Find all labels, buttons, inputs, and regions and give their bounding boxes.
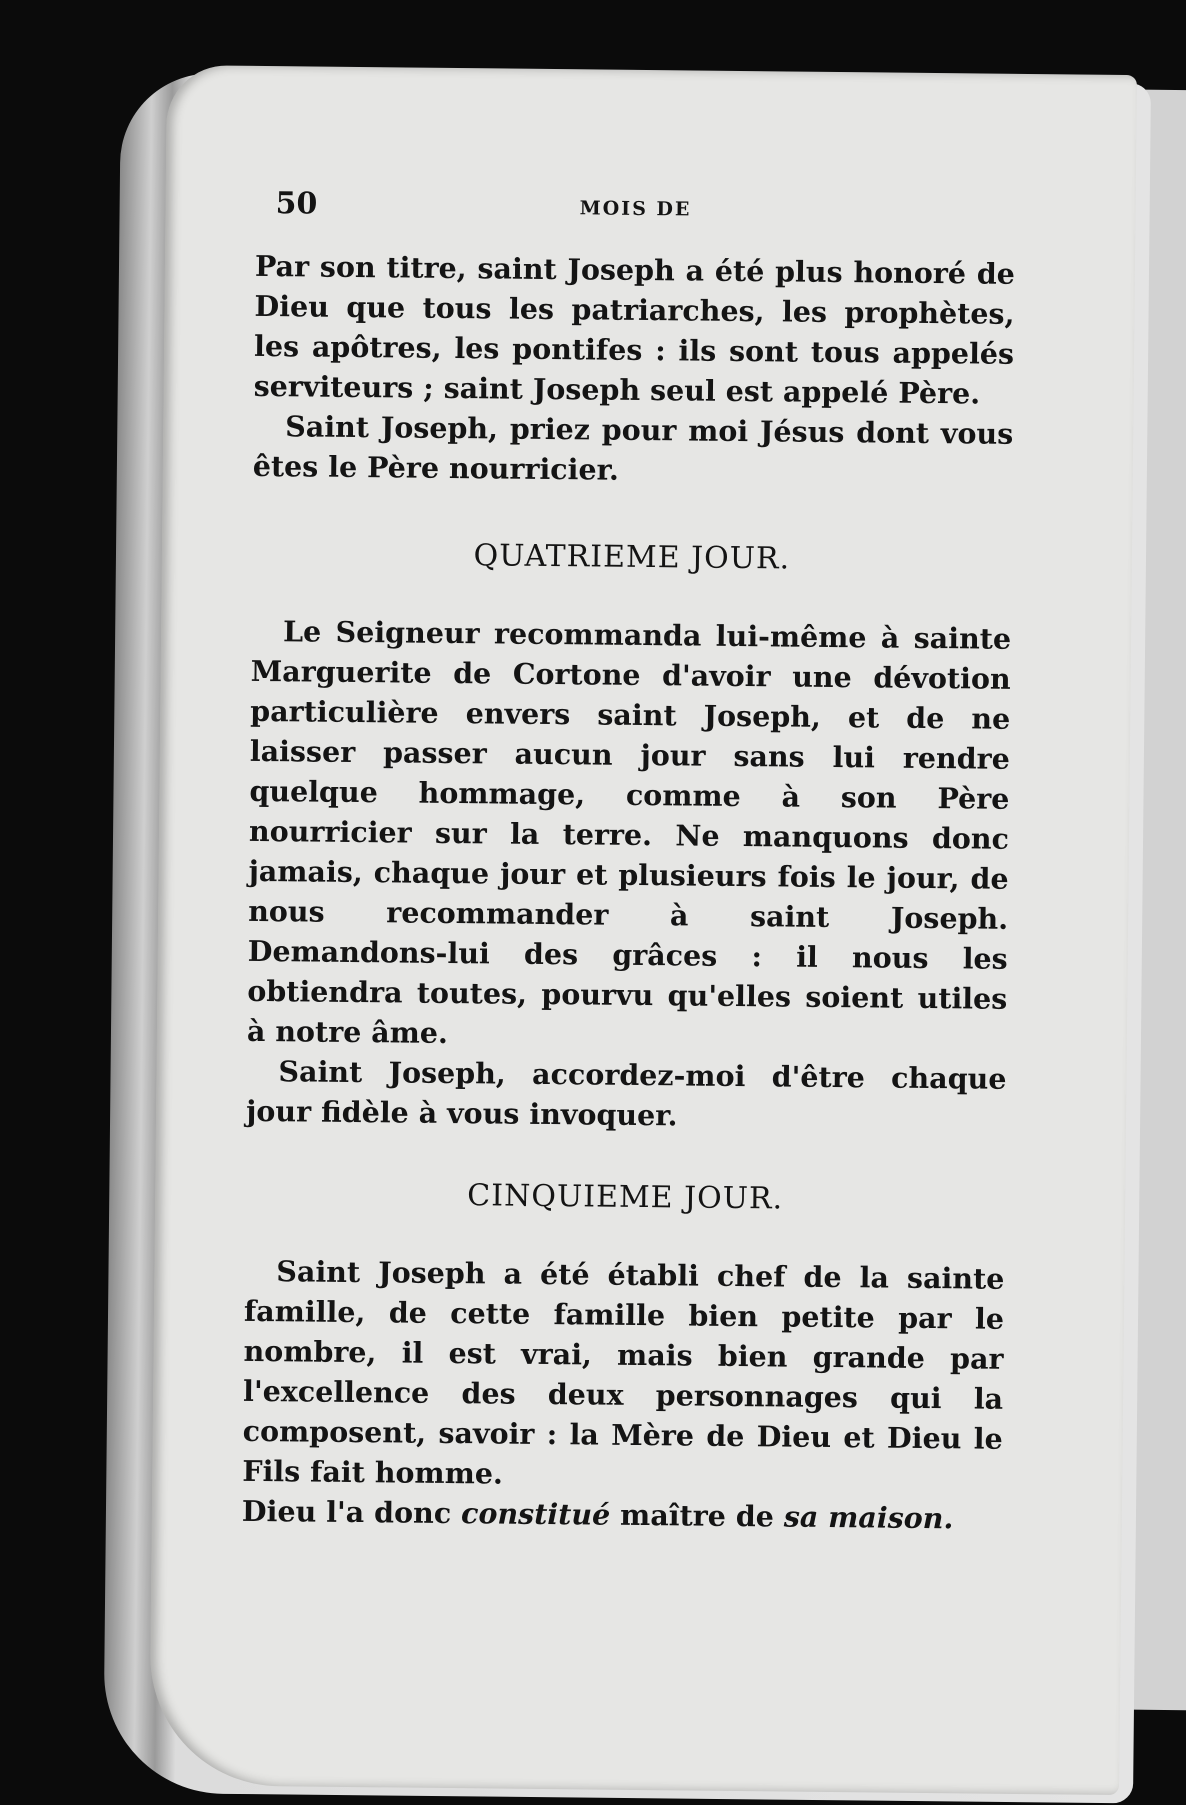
page-number: 50 (275, 186, 318, 222)
last-line-italic-constitue: constitué (460, 1496, 611, 1532)
book-page (149, 65, 1137, 1795)
section-title-fourth-day: QUATRIEME JOUR. (473, 538, 791, 577)
fifth-day-paragraph: Saint Joseph a été établi chef de la sainte famille, de cette famille bien petite par le nombre, il est vrai, mais bien grande par l'excellence des deux personnages qui la composent, savoir : la Mère de Dieu et Dieu le Fils fait homme. (242, 1254, 1005, 1491)
page-header (255, 186, 1016, 254)
text-block (242, 186, 1016, 1539)
fourth-day-prayer: Saint Joseph, accordez-moi d'être chaque jour fidèle à vous invoquer. (245, 1054, 1007, 1133)
last-line-middle: maître de (610, 1497, 784, 1534)
last-line-start: Dieu l'a donc (241, 1493, 462, 1531)
fourth-day-paragraph: Le Seigneur recommanda lui-même à sainte Marguerite de Cortone d'avoir une dévotion particulière envers saint Joseph, et de ne laisser passer aucun jour sans lui rendre quelque hommage, comme à son Père nourricier sur la terre. Ne manquons donc jamais, chaque jour et plusieurs fois le jour, de nous recommander à saint Joseph. Demandons-lui des grâces : il nous les obtiendra toutes, pourvu qu'elles soient utiles à notre âme. (246, 614, 1012, 1050)
fifth-day-last-line (242, 1491, 1002, 1539)
intro-prayer: Saint Joseph, priez pour moi Jésus dont vous êtes le Père nourricier. (252, 409, 1014, 487)
intro-paragraph: Par son titre, saint Joseph a été plus honoré de Dieu que tous les patriarches, les prophètes, les apôtres, les pontifes : ils sont tous appelés serviteurs ; saint Joseph seul est appelé Père. (253, 248, 1016, 411)
last-line-italic-maison: sa maison. (783, 1499, 954, 1536)
running-head: MOIS DE (579, 197, 692, 221)
section-title-fifth-day: CINQUIEME JOUR. (467, 1178, 784, 1217)
